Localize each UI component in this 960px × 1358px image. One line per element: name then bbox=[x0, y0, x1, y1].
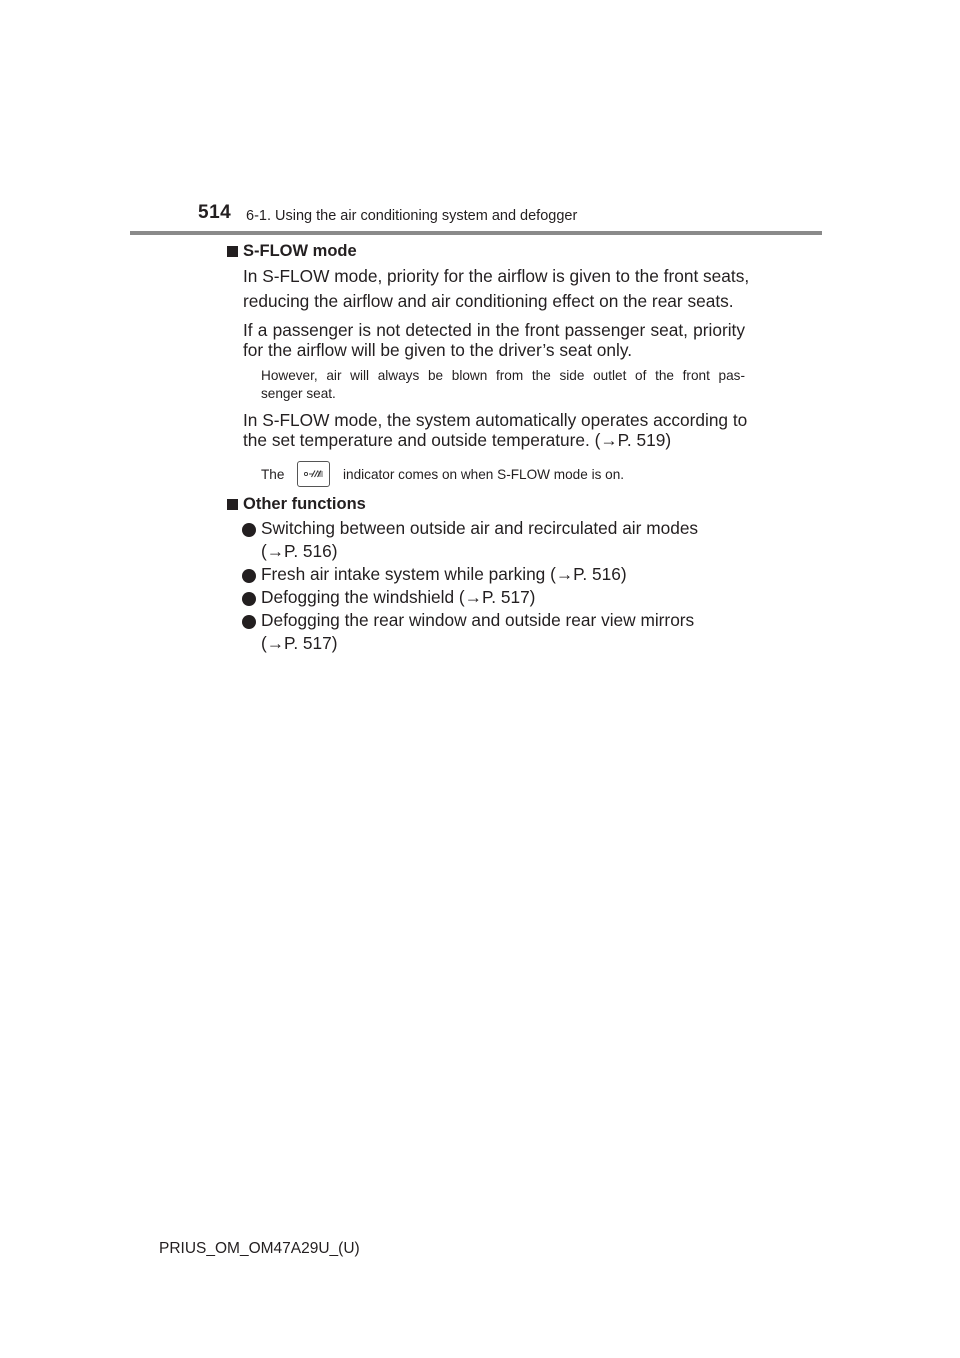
sflow-para1-line1: In S-FLOW mode, priority for the airflow is given to the front seats, bbox=[243, 266, 750, 286]
indicator-text-before: The bbox=[261, 467, 285, 482]
round-bullet-icon bbox=[242, 523, 256, 537]
sflow-note-line1: However, air will always be blown from the side outlet of the front pas- bbox=[261, 368, 745, 383]
document-id: PRIUS_OM_OM47A29U_(U) bbox=[159, 1240, 360, 1257]
square-bullet-icon bbox=[227, 246, 238, 257]
indicator-text-after: indicator comes on when S-FLOW mode is on. bbox=[343, 467, 625, 482]
list-item: Defogging the rear window and outside rear view mirrors bbox=[261, 610, 695, 630]
round-bullet-icon bbox=[242, 592, 256, 606]
list-item-ref: (→P. 517) bbox=[261, 633, 338, 653]
sflow-heading: S-FLOW mode bbox=[243, 242, 357, 260]
sflow-para3-line2: the set temperature and outside temperature. (→P. 519) bbox=[243, 430, 672, 450]
sflow-para3-line1: In S-FLOW mode, the system automatically operates according to bbox=[243, 410, 748, 430]
list-item: Switching between outside air and recirculated air modes bbox=[261, 518, 699, 538]
page-number: 514 bbox=[198, 202, 232, 223]
sflow-para2-line1: If a passenger is not detected in the front passenger seat, priority bbox=[243, 320, 745, 340]
list-item: Fresh air intake system while parking (→P. 516) bbox=[261, 564, 627, 584]
sflow-para1-line2: reducing the airflow and air conditioning effect on the rear seats. bbox=[243, 291, 734, 311]
square-bullet-icon bbox=[227, 499, 238, 510]
s-flow-indicator-icon bbox=[297, 461, 330, 487]
round-bullet-icon bbox=[242, 615, 256, 629]
list-item-ref: (→P. 516) bbox=[261, 541, 338, 561]
other-functions-heading: Other functions bbox=[243, 495, 366, 513]
sflow-note-line2: senger seat. bbox=[261, 386, 336, 401]
list-item: Defogging the windshield (→P. 517) bbox=[261, 587, 536, 607]
chapter-title: 6-1. Using the air conditioning system and defogger bbox=[246, 208, 578, 224]
header-divider bbox=[130, 231, 822, 235]
sflow-para2-line2: for the airflow will be given to the driver’s seat only. bbox=[243, 340, 633, 360]
round-bullet-icon bbox=[242, 569, 256, 583]
